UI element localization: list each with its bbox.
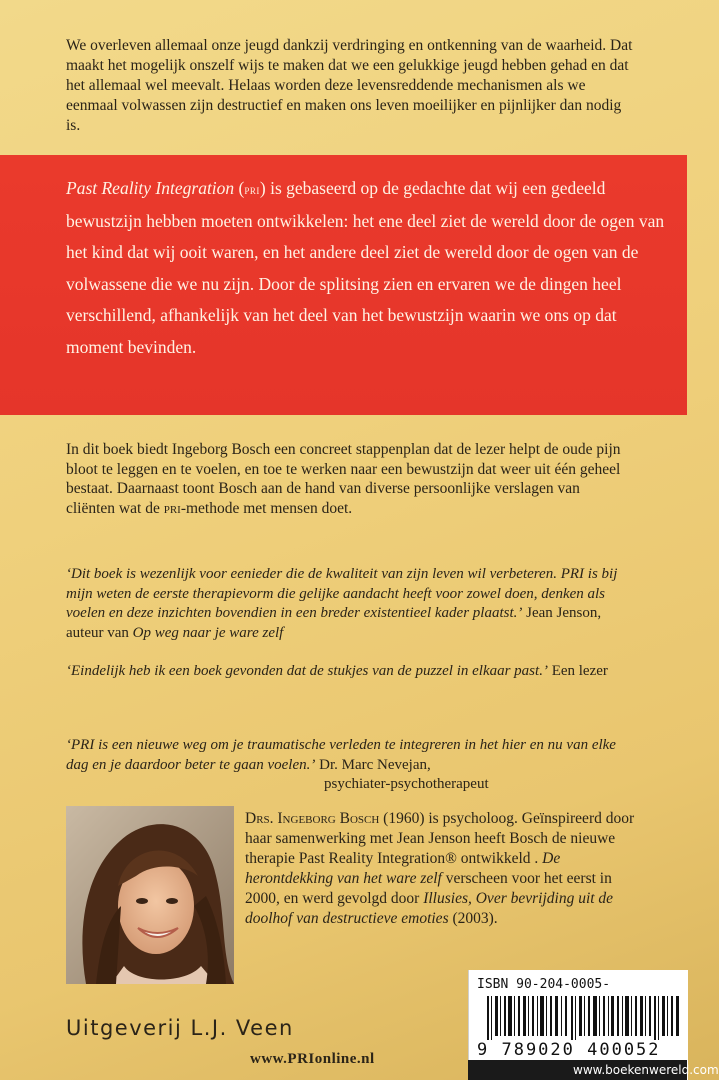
quote-text: ‘Dit boek is wezenlijk voor eenieder die de kwaliteit van zijn leven wil verbeteren. PRI is bij mijn weten de eerste therapievorm die gelijke aandacht heeft voor zowel doen, denken als voelen en deze inzichten bovendien in een breder existentieel kader plaatst.’ — [66, 566, 618, 621]
quote-attribution: Dr. Marc Nevejan, — [319, 756, 431, 773]
author-name: Drs. Ingeborg Bosch — [245, 810, 380, 827]
barcode-icon — [477, 996, 682, 1040]
book-description-text: In dit boek biedt Ingeborg Bosch een concreet stappenplan dat de lezer helpt de oude pijn bloot te leggen en te voelen, en toe te werken naar een bewustzijn dat weer uit één geheel bestaat. Daarnaast toont Bosch aan de hand van diverse persoonlijke verslagen van cliënten wat de — [66, 441, 621, 517]
author-bio-text-2: verscheen voor het eerst in 2000, en werd gevolgd door — [245, 870, 612, 907]
quote-nevejan — [66, 736, 638, 795]
intro-paragraph: We overleven allemaal onze jeugd dankzij verdringing en ontkenning van de waarheid. Dat maakt het mogelijk onszelf wijs te maken dat we een gelukkige jeugd hebben gehad en dat het allemaal wel meevalt. Helaas worden deze levensreddende mechanismen als we eenmaal volwassen zijn destructief en maken ons leven moeilijker en pijnlijker dan nodig is. — [66, 37, 633, 134]
red-highlight-band — [0, 155, 687, 415]
isbn-number: ISBN 90-204-0005- — [477, 977, 611, 992]
author-bio — [245, 809, 645, 929]
quote-attribution: Een lezer — [551, 663, 608, 679]
quote-attribution: Jean Jenson, auteur van — [66, 605, 602, 641]
author-bio-text: (1960) is psycholoog. Geïnspireerd door haar samenwerking met Jean Jenson heeft Bosch de nieuwe therapie Past Reality Integration® ontwikkeld . — [245, 810, 635, 867]
quote-jenson — [66, 565, 638, 643]
publisher-name: Uitgeverij L.J. Veen — [66, 1016, 294, 1040]
author-bio-year: (2003). — [452, 910, 498, 927]
pri-text: is gebaseerd op de gedachte dat wij een gedeeld bewustzijn hebben moeten ontwikkelen: het ene deel ziet de wereld door de ogen van het kind dat wij ooit waren, en het andere deel ziet de wereld door de ogen van de volwassene die we nu zijn. Door de splitsing zien en ervaren we de dingen heel verschillend, afhankelijk van het deel van het bewustzijn waarin we ons op dat moment bevinden. — [66, 178, 665, 357]
website-url: www.PRIonline.nl — [250, 1051, 375, 1067]
pri-description: Past Reality Integration (pri) is gebaseerd op de gedachte dat wij een gedeeld bewustzijn hebben moeten ontwikkelen: het ene deel ziet de wereld door de ogen van het kind dat wij ooit waren, en het andere deel ziet de wereld door de ogen van de volwassene die we nu zijn. Door de splitsing zien en ervaren we de dingen heel verschillend, afhankelijk van het deel van het bewustzijn waarin we ons op dat moment bevinden. — [66, 178, 665, 357]
quote-book-title: Op weg naar je ware zelf — [132, 624, 284, 641]
quote-reader — [66, 662, 638, 682]
author-photo — [66, 806, 234, 984]
book-description-end: -methode met mensen doet. — [180, 499, 353, 517]
quote-text: ‘Eindelijk heb ik een boek gevonden dat de stukjes van de puzzel in elkaar past.’ — [66, 663, 548, 679]
book-description — [66, 440, 626, 518]
quote-attribution-title: psychiater-psychotherapeut — [324, 776, 489, 792]
pri-method-abbr: pri — [163, 499, 181, 517]
pri-abbr: pri — [244, 182, 260, 197]
bookstore-url-strip: www.boekenwereld.com — [468, 1060, 687, 1080]
author-book-1: De herontdekking van het ware zelf — [245, 850, 561, 887]
barcode-number: 9 789020 400052 — [477, 1040, 661, 1060]
pri-title: Past Reality Integration — [66, 178, 235, 198]
author-portrait-image — [66, 806, 234, 984]
quote-text: ‘PRI is een nieuwe weg om je traumatische verleden te integreren in het hier en nu van elke dag en je daardoor beter te gaan voelen.’ — [66, 737, 616, 773]
author-book-2: Illusies, Over bevrijding uit de doolhof van destructieve emoties — [245, 890, 614, 927]
